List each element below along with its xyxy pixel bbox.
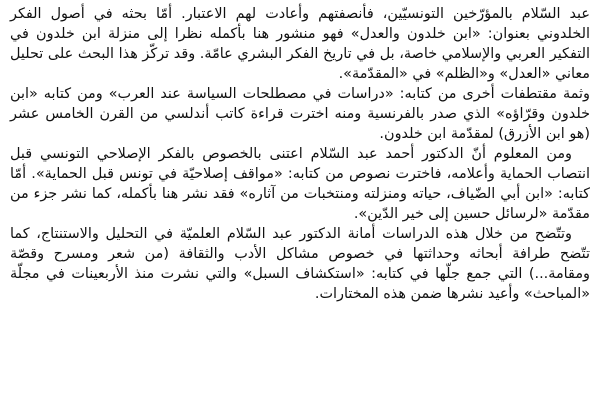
paragraph-other-excerpts: وثمة مقتطفات أخرى من كتابه: «دراسات في مصطلحات السياسة عند العرب» ومن كتابه «ابن خلدون وقرّاؤه» الذي صدر بالفرنسية ومنه اخترت قراءة كاتب أندلسي من القرن الخامس عشر (هو ابن الأزرق) لمقدّمة ابن خلدون. bbox=[10, 86, 590, 142]
paragraph-reformist-thought: ومن المعلوم أنّ الدكتور أحمد عبد السّلام اعتنى بالخصوص بالفكر الإصلاحي التونسي قبل انتصاب الحماية وأعلامه، فاخترت نصوص من كتابه: «مواقف إصلاحيّة في تونس قبل الحماية». أمّا كتابه: «ابن أبي الضّياف، حياته ومنزلته ومنتخبات من آثاره» فقد نشر هنا بأكمله، كما نشر جزء من مقدّمة «لرسائل حسين إلى خير الدّين». bbox=[10, 146, 590, 222]
paragraph-ibn-khaldun-justice: عبد السّلام بالمؤرّخين التونسيّين، فأنصفتهم وأعادت لهم الاعتبار. أمّا بحثه في أصول الفكر الخلدوني بعنوان: «ابن خلدون والعدل» فهو منشور هنا بأكمله نظرا إلى منزلة ابن خلدون في التفكير العربي والإسلامي خاصة، بل في تاريخ الفكر البشري عامّة. وقد تركّز هذا البحث على تحليل معاني «العدل» و«الظلم» في «المقدّمة». bbox=[10, 6, 590, 82]
paragraph-scholarly-integrity: وتتّضح من خلال هذه الدراسات أمانة الدكتور عبد السّلام العلميّة في التحليل والاستنتاج، كما تتّضح طرافة أبحاثه وحداثتها في خصوص مشاكل الأدب والثقافة (من شعر ومسرح وقصّة ومقامة...) التي جمع جلّها في كتابه: «استكشاف السبل» والتي نشرت منذ الأربعينات في مجلّة «المباحث» وأعيد نشرها ضمن هذه المختارات. bbox=[10, 226, 590, 302]
